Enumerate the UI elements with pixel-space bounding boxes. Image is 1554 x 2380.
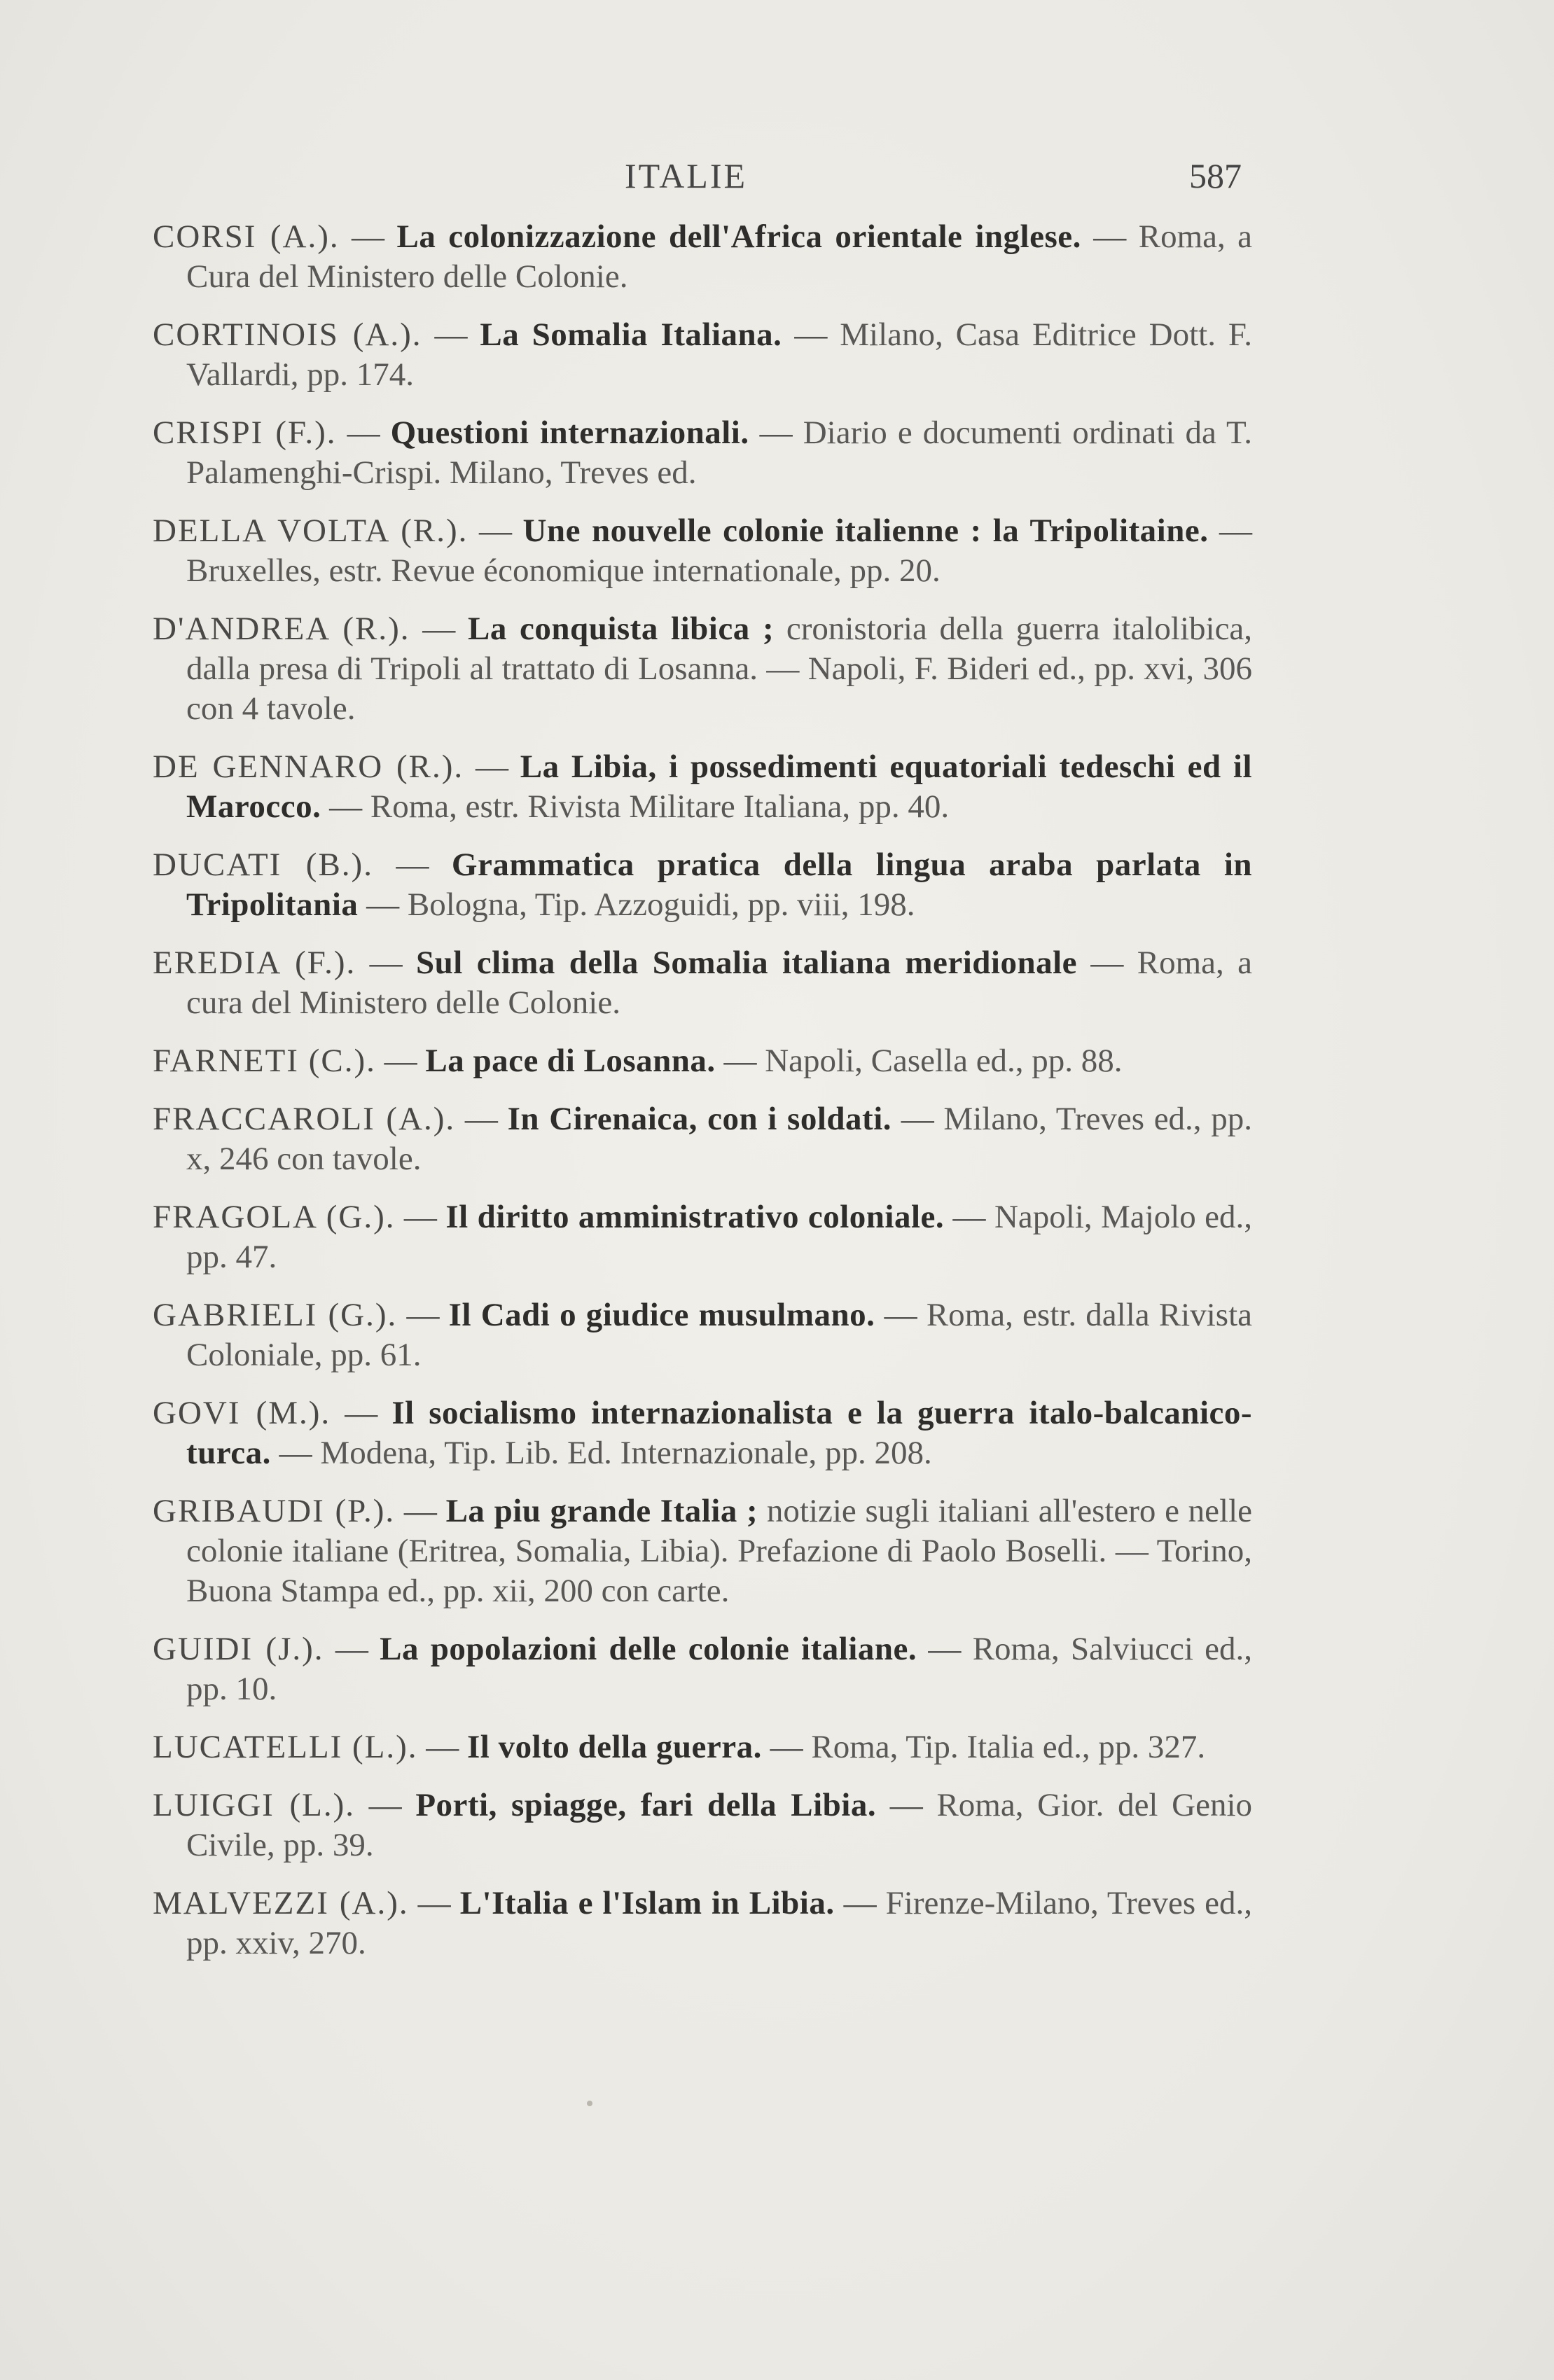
bibliography-list [153, 217, 1252, 1982]
entry-author: GOVI (M.). [153, 1395, 331, 1431]
entry-author: DELLA VOLTA (R.). [153, 513, 469, 549]
entry-author: GRIBAUDI (P.). [153, 1493, 396, 1529]
bibliography-entry: GABRIELI (G.). — Il Cadi o giudice musulmano. — Roma, estr. dalla Rivista Coloniale, pp. 61. [153, 1297, 1252, 1373]
bibliography-entry: GUIDI (J.). — La popolazioni delle colonie italiane. — Roma, Salviucci ed., pp. 10. [153, 1631, 1253, 1707]
entry-publication: Roma, Gior. del Genio Civile, pp. 39. [186, 1787, 1253, 1863]
entry-author: LUIGGI (L.). [153, 1787, 356, 1823]
entry-publication: Diario e documenti ordinati da T. Palamenghi-Crispi. Milano, Treves ed. [186, 415, 1253, 491]
entry-title: La Libia, i possedimenti equatoriali tedeschi ed il Marocco. [186, 749, 1253, 825]
entry-publication: cronistoria della guerra italolibica, dalla presa di Tripoli al trattato di Losanna. — Napoli, F. Bideri ed., pp. xvi, 306 con 4 tavole. [186, 611, 1253, 727]
bibliography-entry: DE GENNARO (R.). — La Libia, i possedimenti equatoriali tedeschi ed il Marocco. — Roma, estr. Rivista Militare Italiana, pp. 40. [153, 749, 1253, 825]
entry-author: CORTINOIS (A.). [153, 316, 422, 353]
bibliography-entry: LUCATELLI (L.). — Il volto della guerra. — Roma, Tip. Italia ed., pp. 327. [153, 1729, 1206, 1765]
bibliography-entry: CORSI (A.). — La colonizzazione dell'Africa orientale inglese. — Roma, a Cura del Ministero delle Colonie. [153, 218, 1253, 295]
entry-author: CRISPI (F.). [153, 415, 337, 451]
bibliography-entry: CORTINOIS (A.). — La Somalia Italiana. — Milano, Casa Editrice Dott. F. Vallardi, pp. 174. [153, 316, 1252, 393]
entry-publication: Milano, Treves ed., pp. x, 246 con tavole. [186, 1101, 1253, 1177]
entry-title: Grammatica pratica della lingua araba parlata in Tripolitania [186, 847, 1253, 923]
page-number: 587 [1189, 156, 1242, 195]
entry-author: LUCATELLI (L.). [153, 1729, 418, 1765]
bibliography-entry: DELLA VOLTA (R.). — Une nouvelle colonie italienne : la Tripolitaine. — Bruxelles, estr. Revue économique internationale, pp. 20. [153, 513, 1253, 589]
entry-title: L'Italia e l'Islam in Libia. [459, 1885, 835, 1921]
bibliography-entry: CRISPI (F.). — Questioni internazionali. — Diario e documenti ordinati da T. Palamenghi-Crispi. Milano, Treves ed. [153, 415, 1253, 491]
entry-author: FARNETI (C.). [153, 1043, 376, 1079]
bibliography-entry: LUIGGI (L.). — Porti, spiagge, fari della Libia. — Roma, Gior. del Genio Civile, pp. 39. [153, 1787, 1253, 1863]
entry-author: GUIDI (J.). [153, 1631, 324, 1667]
entry-title: La colonizzazione dell'Africa orientale inglese. [396, 218, 1081, 255]
entry-title: Il socialismo internazionalista e la guerra italo-balcanico-turca. [186, 1395, 1253, 1471]
paper-speck [587, 2101, 592, 2106]
entry-title: Une nouvelle colonie italienne : la Tripolitaine. [522, 513, 1209, 549]
entry-title: La Somalia Italiana. [480, 316, 782, 353]
entry-publication: Roma, Tip. Italia ed., pp. 327. [811, 1729, 1206, 1765]
bibliography-entry: FARNETI (C.). — La pace di Losanna. — Napoli, Casella ed., pp. 88. [153, 1043, 1123, 1079]
entry-title: In Cirenaica, con i soldati. [507, 1101, 892, 1137]
entry-title: Questioni internazionali. [390, 415, 749, 451]
entry-title: La pace di Losanna. [425, 1043, 716, 1079]
bibliography-entry: DUCATI (B.). — Grammatica pratica della lingua araba parlata in Tripolitania — Bologna, Tip. Azzoguidi, pp. viii, 198. [153, 847, 1253, 923]
bibliography-entry: FRAGOLA (G.). — Il diritto amministrativo coloniale. — Napoli, Majolo ed., pp. 47. [153, 1199, 1253, 1275]
running-header [0, 155, 1554, 204]
entry-publication: Modena, Tip. Lib. Ed. Internazionale, pp. 208. [320, 1435, 932, 1471]
bibliography-entry: D'ANDREA (R.). — La conquista libica ; cronistoria della guerra italolibica, dalla presa di Tripoli al trattato di Losanna. — Napoli, F. Bideri ed., pp. xvi, 306 con 4 tavole. [153, 611, 1253, 727]
entry-author: D'ANDREA (R.). [153, 611, 410, 647]
entry-publication: Bruxelles, estr. Revue économique internationale, pp. 20. [186, 552, 941, 589]
entry-title: Il volto della guerra. [466, 1729, 762, 1765]
entry-author: DE GENNARO (R.). [153, 749, 464, 785]
entry-publication: Napoli, Majolo ed., pp. 47. [186, 1199, 1253, 1275]
entry-publication: Roma, estr. dalla Rivista Coloniale, pp. 61. [186, 1297, 1252, 1373]
entry-title: La piu grande Italia ; [445, 1493, 758, 1529]
entry-publication: Firenze-Milano, Treves ed., pp. xxiv, 270. [186, 1885, 1253, 1961]
entry-title: Sul clima della Somalia italiana meridionale [416, 945, 1078, 981]
entry-publication: Bologna, Tip. Azzoguidi, pp. viii, 198. [407, 886, 915, 923]
entry-title: La conquista libica ; [467, 611, 775, 647]
bibliography-entry: EREDIA (F.). — Sul clima della Somalia italiana meridionale — Roma, a cura del Ministero delle Colonie. [153, 945, 1253, 1021]
entry-author: GABRIELI (G.). [153, 1297, 398, 1333]
bibliography-entry: GRIBAUDI (P.). — La piu grande Italia ; notizie sugli italiani all'estero e nelle colonie italiane (Eritrea, Somalia, Libia). Prefazione di Paolo Boselli. — Torino, Buona Stampa ed., pp. xii, 200 con carte. [153, 1493, 1252, 1609]
bibliography-entry: GOVI (M.). — Il socialismo internazionalista e la guerra italo-balcanico-turca. — Modena, Tip. Lib. Ed. Internazionale, pp. 208. [153, 1395, 1253, 1471]
entry-publication: Roma, a Cura del Ministero delle Colonie. [186, 218, 1253, 295]
entry-title: Porti, spiagge, fari della Libia. [415, 1787, 877, 1823]
entry-publication: Roma, estr. Rivista Militare Italiana, pp. 40. [370, 788, 950, 825]
running-title: ITALIE [625, 156, 748, 195]
entry-publication: Napoli, Casella ed., pp. 88. [765, 1043, 1123, 1079]
entry-publication: Roma, Salviucci ed., pp. 10. [186, 1631, 1253, 1707]
entry-title: Il Cadi o giudice musulmano. [448, 1297, 875, 1333]
entry-author: FRAGOLA (G.). [153, 1199, 396, 1235]
entry-author: EREDIA (F.). [153, 945, 356, 981]
entry-title: Il diritto amministrativo coloniale. [445, 1199, 945, 1235]
entry-author: DUCATI (B.). [153, 847, 373, 883]
entry-title: La popolazioni delle colonie italiane. [380, 1631, 917, 1667]
entry-publication: Milano, Casa Editrice Dott. F. Vallardi, pp. 174. [186, 316, 1252, 393]
bibliography-entry: MALVEZZI (A.). — L'Italia e l'Islam in Libia. — Firenze-Milano, Treves ed., pp. xxiv, 270. [153, 1885, 1253, 1961]
entry-author: MALVEZZI (A.). [153, 1885, 409, 1921]
bibliography-entry: FRACCAROLI (A.). — In Cirenaica, con i soldati. — Milano, Treves ed., pp. x, 246 con tavole. [153, 1101, 1253, 1177]
entry-publication: notizie sugli italiani all'estero e nelle colonie italiane (Eritrea, Somalia, Libia). Prefazione di Paolo Boselli. — Torino, Buona Stampa ed., pp. xii, 200 con carte. [186, 1493, 1252, 1609]
entry-author: CORSI (A.). [153, 218, 340, 255]
entry-author: FRACCAROLI (A.). [153, 1101, 456, 1137]
entry-publication: Roma, a cura del Ministero delle Colonie. [186, 945, 1253, 1021]
